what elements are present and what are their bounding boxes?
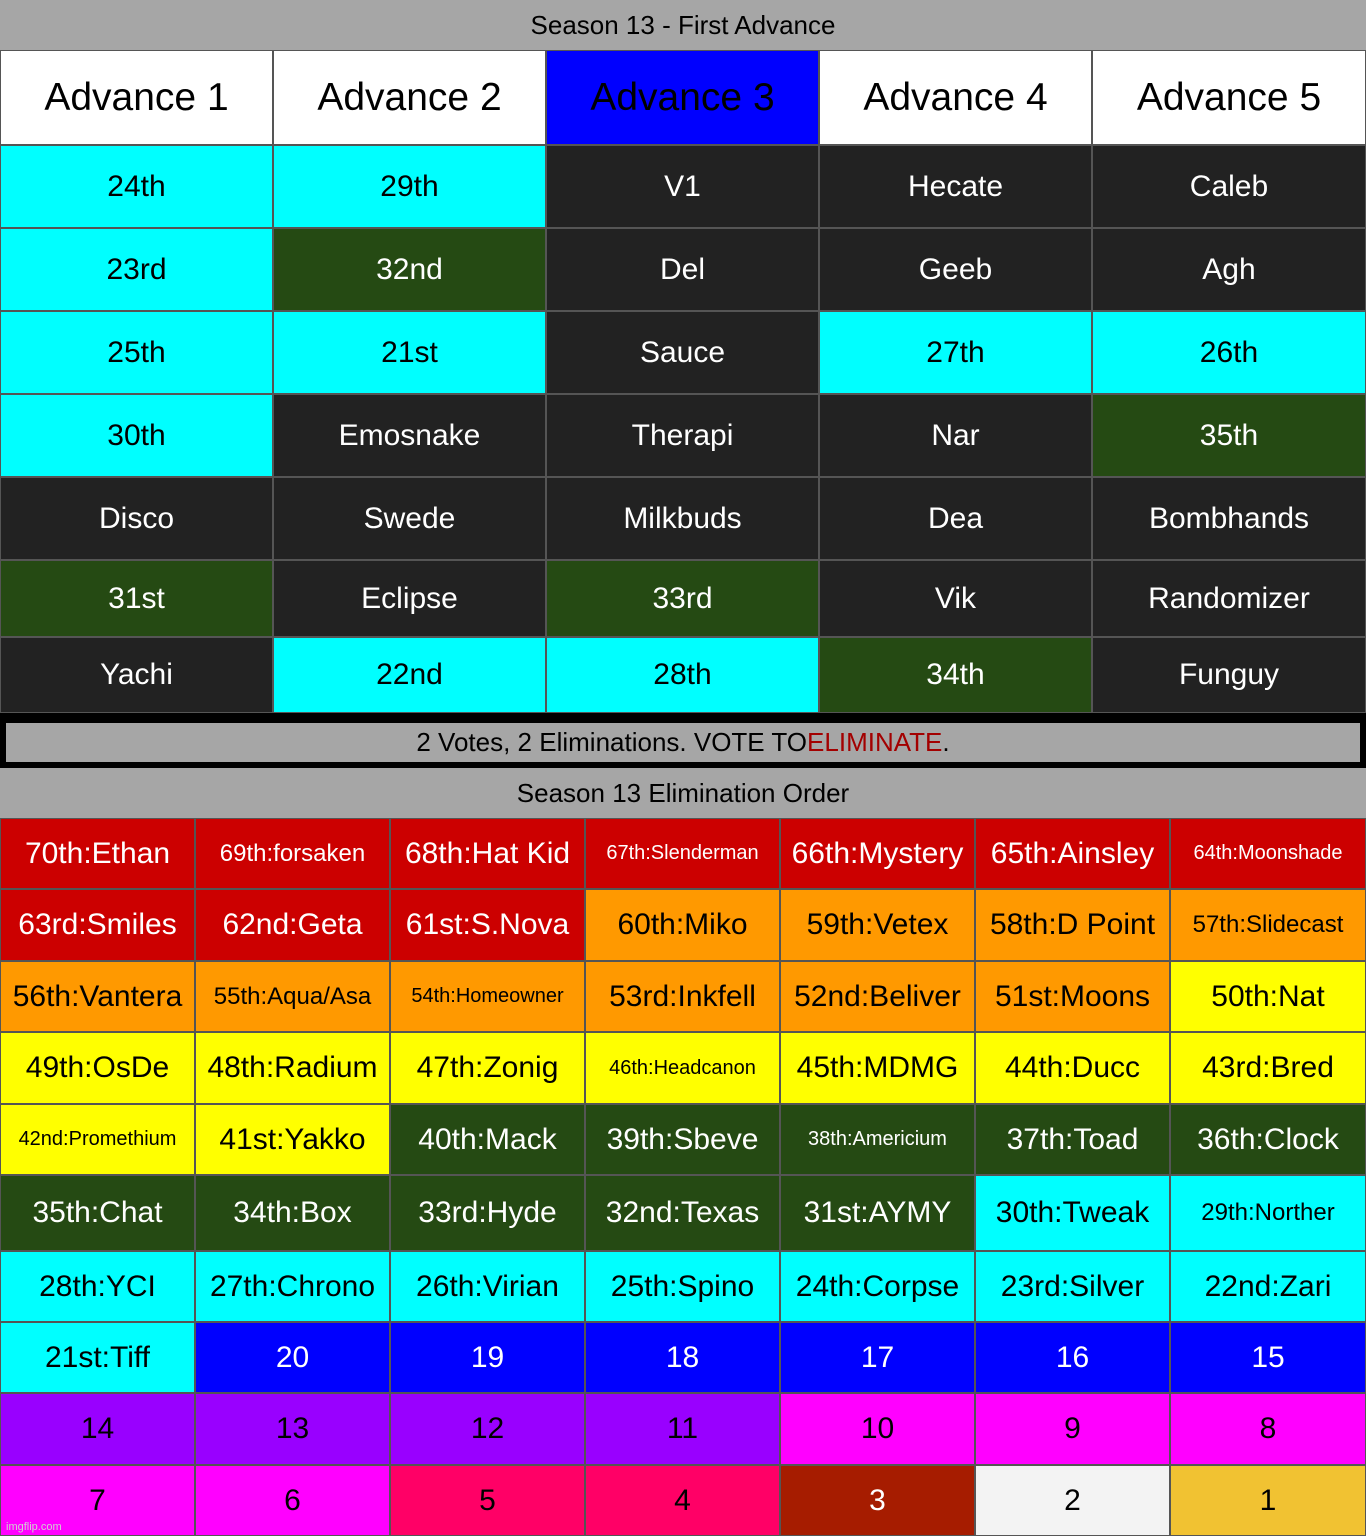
advance-header: Advance 1 xyxy=(0,50,273,145)
advance-cell: 26th xyxy=(1092,311,1366,394)
elimination-cell: 60th:Miko xyxy=(585,889,780,961)
watermark: imgflip.com xyxy=(6,1521,62,1533)
elimination-cell: 31st:AYMY xyxy=(780,1175,975,1251)
advance-header: Advance 4 xyxy=(819,50,1092,145)
advance-cell: V1 xyxy=(546,145,819,228)
elimination-cell: 50th:Nat xyxy=(1170,961,1366,1032)
elimination-cell: 64th:Moonshade xyxy=(1170,818,1366,889)
elimination-cell: 53rd:Inkfell xyxy=(585,961,780,1032)
elimination-cell: 46th:Headcanon xyxy=(585,1032,780,1104)
elimination-cell: 43rd:Bred xyxy=(1170,1032,1366,1104)
advance-cell: Milkbuds xyxy=(546,477,819,560)
elimination-cell: 22nd:Zari xyxy=(1170,1251,1366,1322)
advance-cell: 30th xyxy=(0,394,273,477)
elimination-cell: 49th:OsDe xyxy=(0,1032,195,1104)
elimination-cell: 7 xyxy=(0,1465,195,1536)
elimination-cell: 41st:Yakko xyxy=(195,1104,390,1175)
elimination-title: Season 13 Elimination Order xyxy=(0,768,1366,818)
elimination-cell: 48th:Radium xyxy=(195,1032,390,1104)
vote-banner xyxy=(6,723,1360,762)
advance-cell: Del xyxy=(546,228,819,311)
advance-cell: 31st xyxy=(0,560,273,637)
advance-cell: Funguy xyxy=(1092,637,1366,713)
advance-cell: 29th xyxy=(273,145,546,228)
elimination-cell: 32nd:Texas xyxy=(585,1175,780,1251)
elimination-cell: 38th:Americium xyxy=(780,1104,975,1175)
vote-emphasis: ELIMINATE xyxy=(807,727,943,757)
elimination-cell: 5 xyxy=(390,1465,585,1536)
elimination-cell: 45th:MDMG xyxy=(780,1032,975,1104)
elimination-cell: 37th:Toad xyxy=(975,1104,1170,1175)
advance-cell: Hecate xyxy=(819,145,1092,228)
elimination-cell: 8 xyxy=(1170,1393,1366,1465)
elimination-cell: 25th:Spino xyxy=(585,1251,780,1322)
elimination-cell: 1 xyxy=(1170,1465,1366,1536)
elimination-cell: 34th:Box xyxy=(195,1175,390,1251)
elimination-cell: 40th:Mack xyxy=(390,1104,585,1175)
elimination-cell: 58th:D Point xyxy=(975,889,1170,961)
elimination-cell: 28th:YCI xyxy=(0,1251,195,1322)
elimination-cell: 23rd:Silver xyxy=(975,1251,1170,1322)
elimination-cell: 39th:Sbeve xyxy=(585,1104,780,1175)
advance-cell: Swede xyxy=(273,477,546,560)
elimination-cell: 10 xyxy=(780,1393,975,1465)
elimination-cell: 17 xyxy=(780,1322,975,1393)
elimination-cell: 15 xyxy=(1170,1322,1366,1393)
advance-cell: 28th xyxy=(546,637,819,713)
elimination-cell: 13 xyxy=(195,1393,390,1465)
elimination-cell: 16 xyxy=(975,1322,1170,1393)
elimination-cell: 54th:Homeowner xyxy=(390,961,585,1032)
advance-header: Advance 5 xyxy=(1092,50,1366,145)
elimination-table xyxy=(0,818,1366,1536)
advance-cell: Sauce xyxy=(546,311,819,394)
advance-cell: Eclipse xyxy=(273,560,546,637)
elimination-cell: 33rd:Hyde xyxy=(390,1175,585,1251)
elimination-cell: 68th:Hat Kid xyxy=(390,818,585,889)
elimination-cell: 14 xyxy=(0,1393,195,1465)
elimination-cell: 29th:Norther xyxy=(1170,1175,1366,1251)
advance-cell: 27th xyxy=(819,311,1092,394)
advance-cell: 24th xyxy=(0,145,273,228)
page-title: Season 13 - First Advance xyxy=(0,0,1366,50)
advance-cell: Vik xyxy=(819,560,1092,637)
advance-table xyxy=(0,50,1366,713)
elimination-cell: 61st:S.Nova xyxy=(390,889,585,961)
elimination-cell: 55th:Aqua/Asa xyxy=(195,961,390,1032)
advance-cell: Yachi xyxy=(0,637,273,713)
advance-cell: Nar xyxy=(819,394,1092,477)
elimination-cell: 57th:Slidecast xyxy=(1170,889,1366,961)
elimination-cell: 21st:Tiff xyxy=(0,1322,195,1393)
elimination-cell: 51st:Moons xyxy=(975,961,1170,1032)
elimination-cell: 69th:forsaken xyxy=(195,818,390,889)
elimination-cell: 6 xyxy=(195,1465,390,1536)
advance-cell: 22nd xyxy=(273,637,546,713)
elimination-cell: 62nd:Geta xyxy=(195,889,390,961)
elimination-cell: 9 xyxy=(975,1393,1170,1465)
elimination-cell: 20 xyxy=(195,1322,390,1393)
elimination-cell: 2 xyxy=(975,1465,1170,1536)
elimination-cell: 36th:Clock xyxy=(1170,1104,1366,1175)
vote-text: 2 Votes, 2 Eliminations. VOTE TO xyxy=(416,727,808,757)
advance-cell: Agh xyxy=(1092,228,1366,311)
elimination-cell: 11 xyxy=(585,1393,780,1465)
advance-cell: 21st xyxy=(273,311,546,394)
elimination-cell: 27th:Chrono xyxy=(195,1251,390,1322)
vote-suffix: . xyxy=(942,727,950,757)
elimination-cell: 56th:Vantera xyxy=(0,961,195,1032)
elimination-cell: 3 xyxy=(780,1465,975,1536)
advance-cell: 25th xyxy=(0,311,273,394)
advance-cell: 34th xyxy=(819,637,1092,713)
advance-cell: Geeb xyxy=(819,228,1092,311)
elimination-cell: 59th:Vetex xyxy=(780,889,975,961)
vote-banner-frame xyxy=(0,713,1366,768)
elimination-cell: 24th:Corpse xyxy=(780,1251,975,1322)
elimination-cell: 4 xyxy=(585,1465,780,1536)
elimination-cell: 44th:Ducc xyxy=(975,1032,1170,1104)
advance-header: Advance 3 xyxy=(546,50,819,145)
elimination-cell: 12 xyxy=(390,1393,585,1465)
elimination-cell: 65th:Ainsley xyxy=(975,818,1170,889)
elimination-cell: 35th:Chat xyxy=(0,1175,195,1251)
elimination-cell: 47th:Zonig xyxy=(390,1032,585,1104)
elimination-cell: 42nd:Promethium xyxy=(0,1104,195,1175)
advance-header: Advance 2 xyxy=(273,50,546,145)
elimination-cell: 52nd:Beliver xyxy=(780,961,975,1032)
advance-cell: Caleb xyxy=(1092,145,1366,228)
elimination-cell: 18 xyxy=(585,1322,780,1393)
advance-cell: Randomizer xyxy=(1092,560,1366,637)
advance-cell: 32nd xyxy=(273,228,546,311)
elimination-cell: 30th:Tweak xyxy=(975,1175,1170,1251)
elimination-cell: 67th:Slenderman xyxy=(585,818,780,889)
advance-cell: 23rd xyxy=(0,228,273,311)
elimination-cell: 19 xyxy=(390,1322,585,1393)
advance-cell: 33rd xyxy=(546,560,819,637)
advance-cell: Dea xyxy=(819,477,1092,560)
advance-cell: Disco xyxy=(0,477,273,560)
advance-cell: 35th xyxy=(1092,394,1366,477)
elimination-cell: 26th:Virian xyxy=(390,1251,585,1322)
advance-cell: Therapi xyxy=(546,394,819,477)
elimination-cell: 63rd:Smiles xyxy=(0,889,195,961)
elimination-cell: 70th:Ethan xyxy=(0,818,195,889)
elimination-cell: 66th:Mystery xyxy=(780,818,975,889)
advance-cell: Bombhands xyxy=(1092,477,1366,560)
advance-cell: Emosnake xyxy=(273,394,546,477)
